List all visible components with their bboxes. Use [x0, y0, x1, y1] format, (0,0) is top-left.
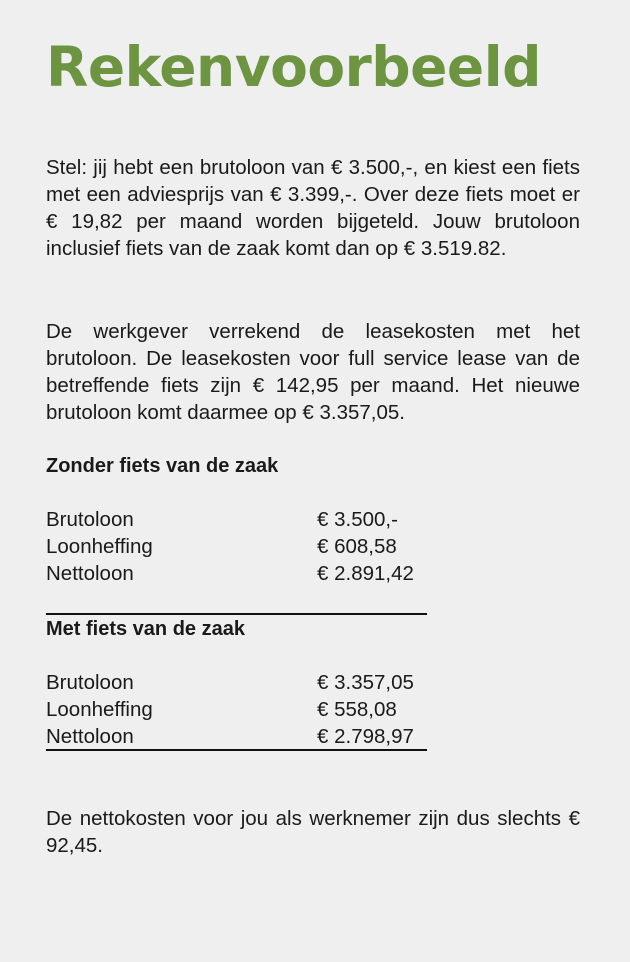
- table-row: [46, 723, 427, 750]
- table-row: [46, 669, 427, 696]
- row-value: € 3.500,-: [317, 508, 398, 531]
- table-row: [46, 506, 427, 533]
- page-title: Rekenvoorbeeld: [46, 35, 541, 99]
- with-bike-heading: Met fiets van de zaak: [46, 618, 245, 640]
- row-label: Brutoloon: [46, 671, 134, 694]
- section-divider: [46, 613, 427, 615]
- row-value: € 3.357,05: [317, 671, 414, 694]
- row-label: Loonheffing: [46, 535, 153, 558]
- row-value: € 2.891,42: [317, 562, 414, 585]
- row-label: Brutoloon: [46, 508, 134, 531]
- with-bike-table: [46, 669, 427, 750]
- row-value: € 2.798,97: [317, 725, 414, 748]
- without-bike-table: [46, 506, 427, 587]
- employer-paragraph: De werkgever verrekend de leasekosten met het brutoloon. De leasekosten voor full service lease van de betreffende fiets zijn € 142,95 per maand. Het nieuwe brutoloon komt daarmee op € 3.357,05.: [46, 320, 580, 424]
- row-label: Nettoloon: [46, 725, 134, 748]
- row-value: € 608,58: [317, 535, 397, 558]
- table-row: [46, 560, 427, 587]
- intro-paragraph: Stel: jij hebt een brutoloon van € 3.500,-, en kiest een fiets met een adviesprijs van € 3.399,-. Over deze fiets moet er € 19,82 per maand worden bijgeteld. Jouw brutoloon inclusief fiets van de zaak komt dan op € 3.519.82.: [46, 156, 580, 260]
- row-label: Loonheffing: [46, 698, 153, 721]
- row-label: Nettoloon: [46, 562, 134, 585]
- row-value: € 558,08: [317, 698, 397, 721]
- without-bike-heading: Zonder fiets van de zaak: [46, 455, 279, 477]
- table-row: [46, 696, 427, 723]
- conclusion-paragraph: De nettokosten voor jou als werknemer zijn dus slechts € 92,45.: [46, 807, 580, 857]
- table-row: [46, 533, 427, 560]
- total-underline: [46, 749, 427, 751]
